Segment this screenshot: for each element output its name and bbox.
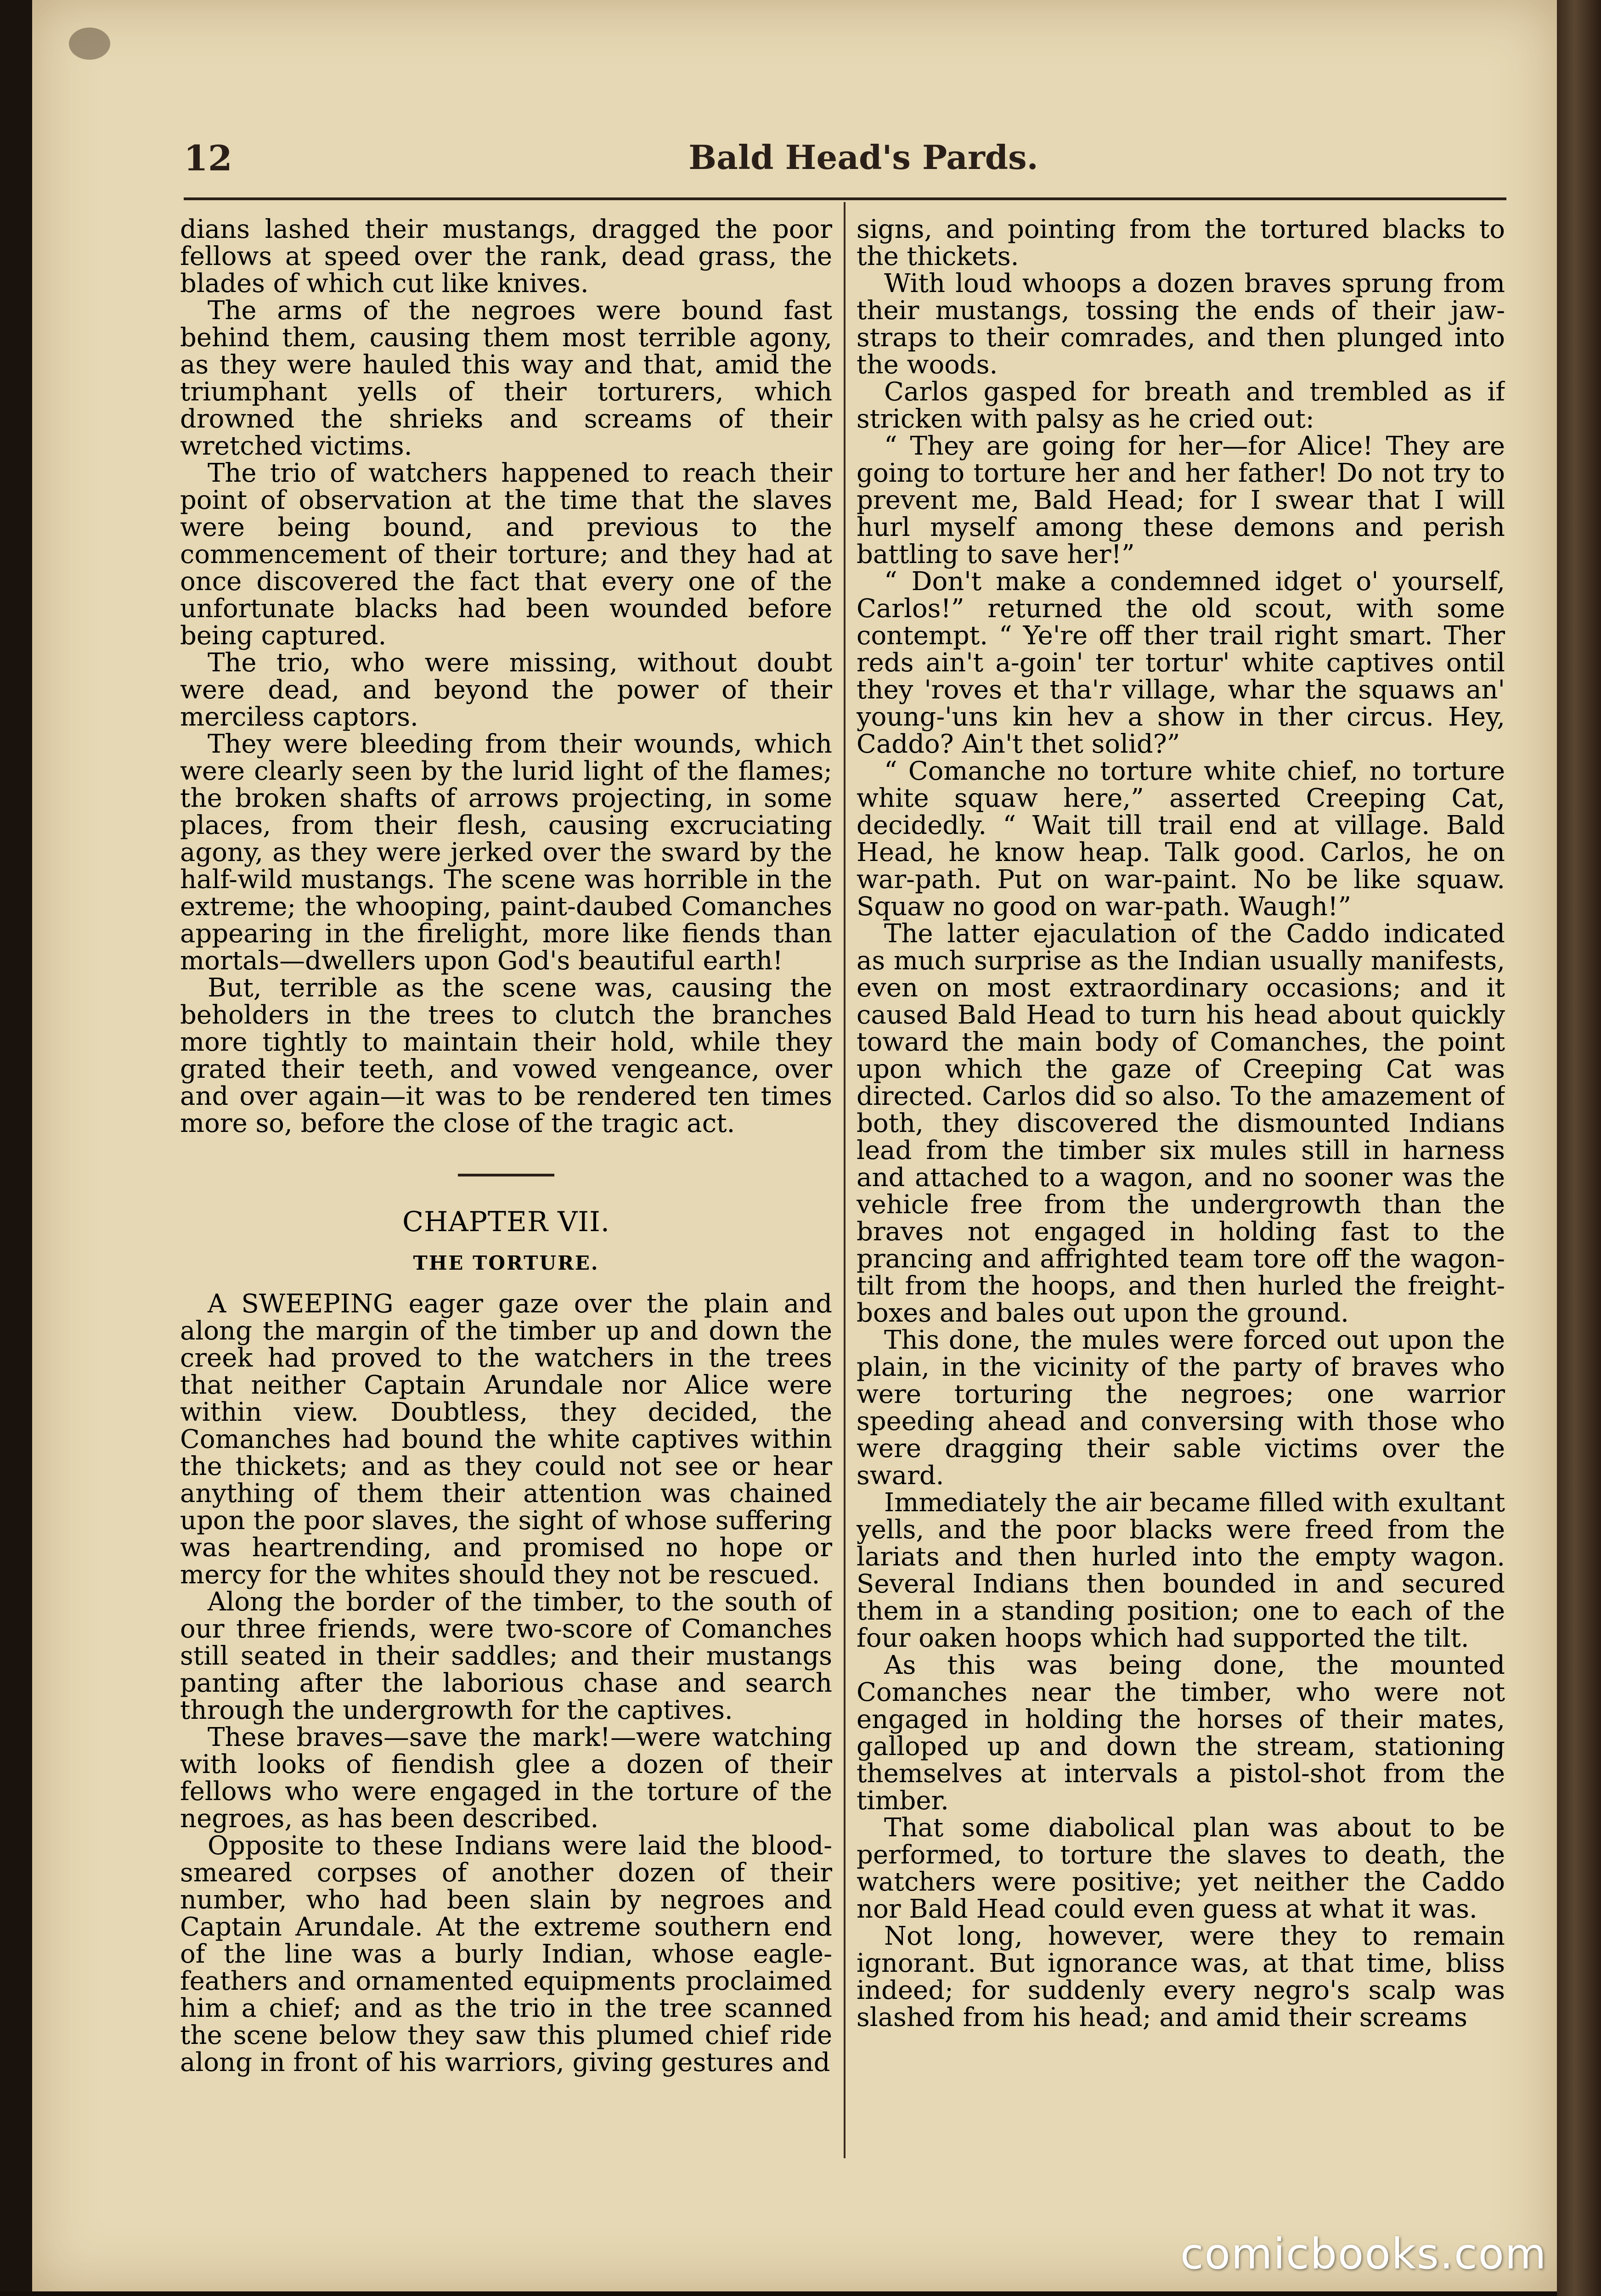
paragraph: Carlos gasped for breath and trembled as if stricken with palsy as he cried out:	[857, 377, 1505, 434]
paragraph: signs, and pointing from the tortured blacks to the thickets.	[857, 216, 1505, 271]
ink-stain	[69, 28, 110, 60]
paragraph: As this was being done, the mounted Comanches near the timber, who were not engaged in holding the horses of their mates, galloped up and down the stream, stationing themselves at intervals a pistol-shot from the timber.	[857, 1650, 1505, 1816]
page-header	[184, 138, 1543, 193]
paragraph: The arms of the negroes were bound fast behind them, causing them most terrible agony, as they were hauled this way and that, amid the triumphant yells of their torturers, which drowned the shrieks and screams of their wretched victims.	[180, 296, 832, 461]
section-rule	[458, 1174, 554, 1176]
header-rule	[184, 197, 1506, 200]
watermark-logo: comicbooks.com	[1180, 2229, 1547, 2279]
chapter-title: CHAPTER VII.	[402, 1206, 610, 1238]
paragraph: But, terrible as the scene was, causing the beholders in the trees to clutch the branches more tightly to maintain their hold, while they grated their teeth, and vowed vengeance, over and over again—it was to be rendered ten times more so, before the close of the tragic act.	[180, 973, 832, 1138]
paragraph: “ Don't make a condemned idget o' yourself, Carlos!” returned the old scout, with some contempt. “ Ye're off ther trail right smart. Ther reds ain't a-goin' ter tortur' white captives ontil they 'roves et tha'r village, whar the squaws an' young-'uns kin hev a show in ther circus. Hey, Caddo? Ain't thet solid?”	[857, 567, 1505, 759]
right-column	[857, 216, 1505, 2172]
paragraph: “ They are going for her—for Alice! They are going to torture her and her father! Do not try to prevent me, Bald Head; for I swear that I will hurl myself among these demons and perish battling to save her!”	[857, 431, 1505, 569]
left-column	[180, 216, 832, 2172]
paragraph: That some diabolical plan was about to be performed, to torture the slaves to death, the watchers were positive; yet neither the Caddo nor Bald Head could even guess at what it was.	[857, 1813, 1505, 1924]
paragraph: They were bleeding from their wounds, which were clearly seen by the lurid light of the flames; the broken shafts of arrows projecting, in some places, from their flesh, causing excruciating agony, as they were jerked over the sward by the half-wild mustangs. The scene was horrible in the extreme; the whooping, paint-daubed Comanches appearing in the firelight, more like fiends than mortals—dwellers upon God's beautiful earth!	[180, 729, 832, 976]
paragraph: A SWEEPING eager gaze over the plain and along the margin of the timber up and down the creek had proved to the watchers in the trees that neither Captain Arundale nor Alice were within view. Doubtless, they decided, the Comanches had bound the white captives within the thickets; and as they could not see or hear anything of them their attention was chained upon the poor slaves, the sight of whose suffering was heartrending, and promised no hope or mercy for the whites should they not be rescued.	[180, 1289, 832, 1590]
chapter-subtitle: THE TORTURE.	[413, 1252, 599, 1274]
paragraph: Not long, however, were they to remain ignorant. But ignorance was, at that time, bliss indeed; for suddenly every negro's scalp was slashed from his head; and amid their screams	[857, 1921, 1505, 2032]
paragraph: Opposite to these Indians were laid the blood-smeared corpses of another dozen of their number, who had been slain by negroes and Captain Arundale. At the extreme southern end of the line was a burly Indian, whose eagle-feathers and ornamented equipments proclaimed him a chief; and as the trio in the tree scanned the scene below they saw this plumed chief ride along in front of his warriors, giving gestures and	[180, 1831, 832, 2077]
magazine-spine	[1557, 0, 1601, 2296]
paragraph: The trio of watchers happened to reach their point of observation at the time that the slaves were being bound, and previous to the commencement of their torture; and they had at once discovered the fact that every one of the unfortunate blacks had been wounded before being captured.	[180, 458, 832, 651]
paragraph: The trio, who were missing, without doubt were dead, and beyond the power of their merciless captors.	[180, 648, 832, 732]
paragraph: These braves—save the mark!—were watching with looks of fiendish glee a dozen of their fellows who were engaged in the torture of the negroes, as has been described.	[180, 1722, 832, 1834]
paragraph: This done, the mules were forced out upon the plain, in the vicinity of the party of braves who were torturing the negroes; one warrior speeding ahead and conversing with those who were dragging their sable victims over the sward.	[857, 1325, 1505, 1491]
page-bottom-edge	[0, 2291, 1557, 2296]
paragraph: Immediately the air became filled with exultant yells, and the poor blacks were freed from the lariats and then hurled into the empty wagon. Several Indians then bounded in and secured them in a standing position; one to each of the four oaken hoops which had supported the tilt.	[857, 1488, 1505, 1653]
column-divider	[844, 202, 846, 2158]
running-title: Bald Head's Pards.	[688, 138, 1038, 177]
paragraph: Along the border of the timber, to the south of our three friends, were two-score of Comanches still seated in their saddles; and their mustangs panting after the laborious chase and search through the undergrowth for the captives.	[180, 1587, 832, 1725]
paragraph: dians lashed their mustangs, dragged the poor fellows at speed over the rank, dead grass, the blades of which cut like knives.	[180, 216, 832, 298]
paragraph: With loud whoops a dozen braves sprung from their mustangs, tossing the ends of their jaw-straps to their comrades, and then plunged into the woods.	[857, 269, 1505, 380]
page-number: 12	[184, 138, 232, 179]
paragraph: The latter ejaculation of the Caddo indicated as much surprise as the Indian usually manifests, even on most extraordinary occasions; and it caused Bald Head to turn his head about quickly toward the main body of Comanches, the point upon which the gaze of Creeping Cat was directed. Carlos did so also. To the amazement of both, they discovered the dismounted Indians lead from the timber six mules still in harness and attached to a wagon, and no sooner was the vehicle free from the undergrowth than the braves not engaged in holding fast to the prancing and affrighted team tore off the wagon-tilt from the hoops, and then hurled the freight-boxes and bales out upon the ground.	[857, 919, 1505, 1328]
paragraph: “ Comanche no torture white chief, no torture white squaw here,” asserted Creeping Cat, decidedly. “ Wait till trail end at village. Bald Head, he know heap. Talk good. Carlos, he on war-path. Put on war-paint. No be like squaw. Squaw no good on war-path. Waugh!”	[857, 756, 1505, 922]
